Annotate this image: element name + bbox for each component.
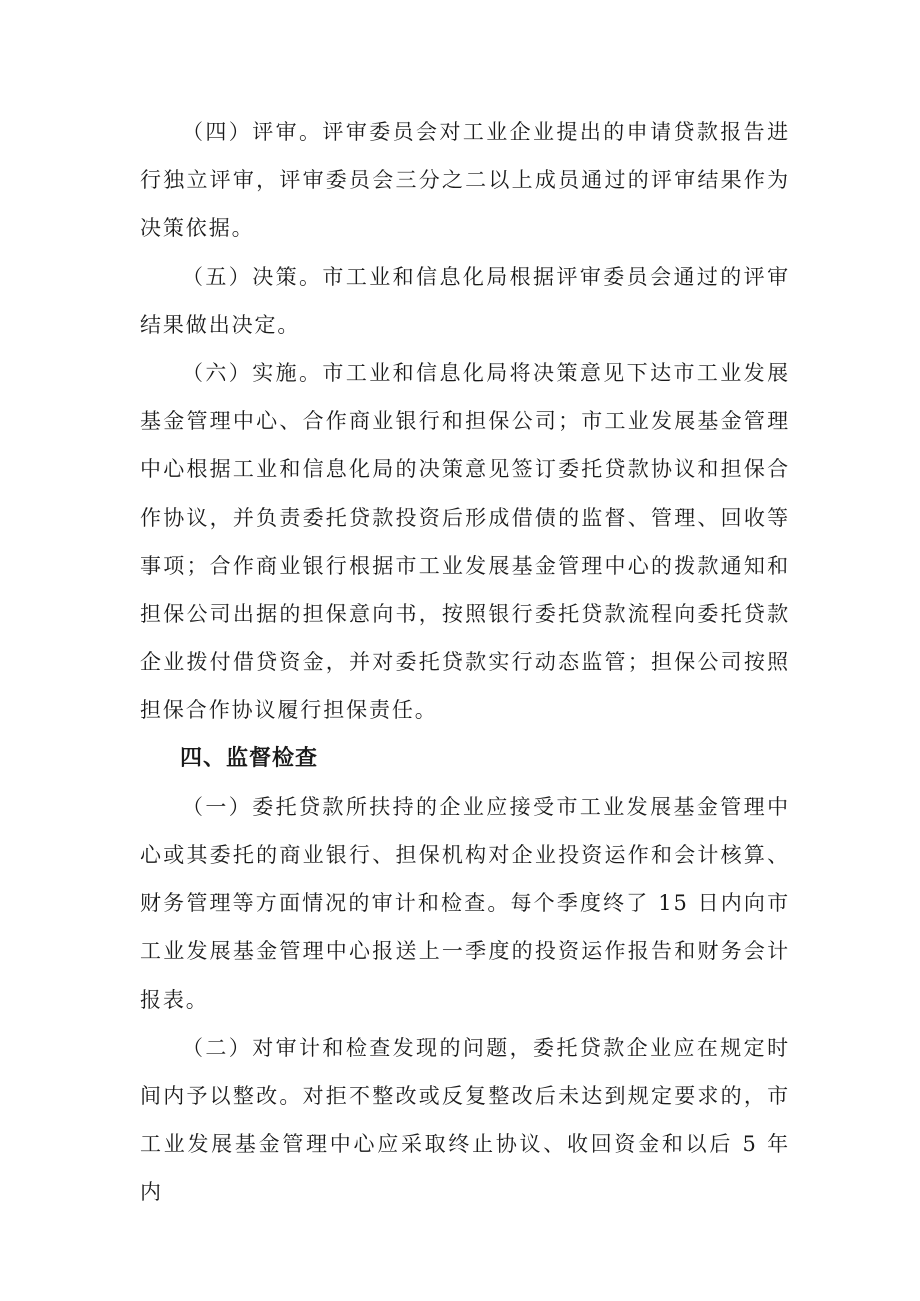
section-heading: 四、监督检查	[180, 745, 319, 771]
paragraph-rectification: （二）对审计和检查发现的问题，委托贷款企业应在规定时间内予以整改。对拒不整改或反复整改后未达到规定要求的，市工业发展基金管理中心应采取终止协议、收回资金和以后 5 年内	[140, 1035, 790, 1205]
paragraph-audit: （一）委托贷款所扶持的企业应接受市工业发展基金管理中心或其委托的商业银行、担保机构对企业投资运作和会计核算、财务管理等方面情况的审计和检查。每个季度终了 15 日内向市工业发展基金管理中心报送上一季度的投资运作报告和财务会计报表。	[140, 794, 790, 1012]
paragraph-review: （四）评审。评审委员会对工业企业提出的申请贷款报告进行独立评审，评审委员会三分之二以上成员通过的评审结果作为决策依据。	[140, 120, 790, 241]
paragraph-decision: （五）决策。市工业和信息化局根据评审委员会通过的评审结果做出决定。	[140, 264, 790, 337]
paragraph-implementation: （六）实施。市工业和信息化局将决策意见下达市工业发展基金管理中心、合作商业银行和担保公司；市工业发展基金管理中心根据工业和信息化局的决策意见签订委托贷款协议和担保合作协议，并负责委托贷款投资后形成借债的监督、管理、回收等事项；合作商业银行根据市工业发展基金管理中心的拨款通知和担保公司出据的担保意向书，按照银行委托贷款流程向委托贷款企业拨付借贷资金，并对委托贷款实行动态监管；担保公司按照担保合作协议履行担保责任。	[140, 361, 790, 723]
document-page	[140, 108, 790, 1217]
